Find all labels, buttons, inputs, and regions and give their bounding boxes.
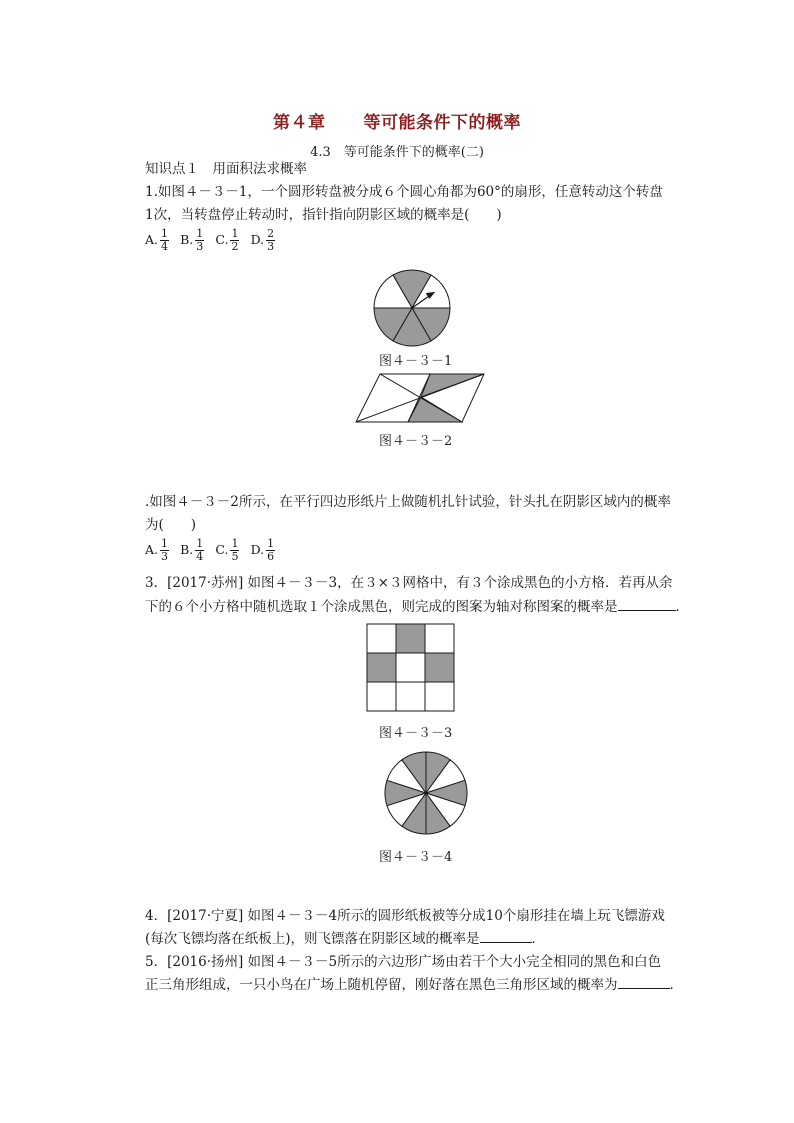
figure-dartboard [383,750,469,836]
q2-option-c[interactable]: C. $\frac{1}{5}$ [215,537,239,563]
chapter-label: 第４章 [273,113,326,133]
chapter-title [0,108,794,133]
q3-line2: 下的６个小方格中随机选取１个涂成黑色，则完成的图案为轴对称图案的概率是 ． [145,595,689,619]
figure-spinner [370,266,454,350]
knowledge-point-heading: 知识点１ 用面积法求概率 [145,161,307,177]
q1-options [145,228,281,253]
figure-grid-3x3 [366,623,456,713]
q5-line2: 正三角形组成，一只小鸟在广场上随机停留，刚好落在黑色三角形区域的概率为 ． [145,973,683,997]
q1-option-c[interactable]: C. $\frac{1}{2}$ [215,227,239,253]
figure-parallelogram [350,372,490,424]
grid-cell-middle-left [367,653,396,682]
grid-cell-top-middle [396,624,425,653]
q4-line1: 4．[2017·宁夏] 如图４－３－4所示的圆形纸板被等分成10个扇形挂在墙上玩飞镖游戏 [145,908,665,924]
q2-option-b[interactable]: B. $\frac{1}{4}$ [180,537,204,563]
fig4-caption: 图４－３－4 [379,850,453,865]
fig3-caption: 图４－３－3 [379,726,453,741]
q1-option-d[interactable]: D. $\frac{2}{3}$ [250,227,275,253]
q4-line2: (每次飞镖均落在纸板上)，则飞镖落在阴影区域的概率是 ． [145,927,545,951]
q1-option-a[interactable]: A. $\frac{1}{4}$ [145,227,169,253]
q2-line1: .如图４－３－2所示，在平行四边形纸片上做随机扎针试验，针头扎在阴影区域内的概率 [145,494,671,510]
q1-line2: 1次，当转盘停止转动时，指针指向阴影区域的概率是( ) [145,207,502,223]
fig1-caption: 图４－３－1 [379,354,453,369]
q1-line1: 1.如图４－３－1，一个圆形转盘被分成６个圆心角都为60°的扇形，任意转动这个转盘 [145,184,663,200]
shaded-triangle-bottom [408,397,462,422]
q5-line1: 5．[2016·扬州] 如图４－３－5所示的六边形广场由若干个大小完全相同的黑色和白色 [145,954,662,970]
q5-answer-blank[interactable] [618,974,670,989]
q2-option-d[interactable]: D. $\frac{1}{6}$ [250,537,275,563]
q2-line2: 为( ) [145,517,197,533]
grid-cell-middle-right [425,653,454,682]
q3-line1: 3．[2017·苏州] 如图４－３－3，在３×３网格中，有３个涂成黑色的小方格．若再从余 [145,575,673,591]
q1-option-b[interactable]: B. $\frac{1}{3}$ [180,227,204,253]
section-title: 4.3 等可能条件下的概率(二) [310,145,484,160]
q2-option-a[interactable]: A. $\frac{1}{3}$ [145,537,169,563]
q2-options [145,538,281,563]
q4-answer-blank[interactable] [480,928,532,943]
fig2-caption: 图４－３－2 [379,434,453,449]
chapter-name: 等可能条件下的概率 [363,113,521,133]
q3-answer-blank[interactable] [618,596,676,611]
